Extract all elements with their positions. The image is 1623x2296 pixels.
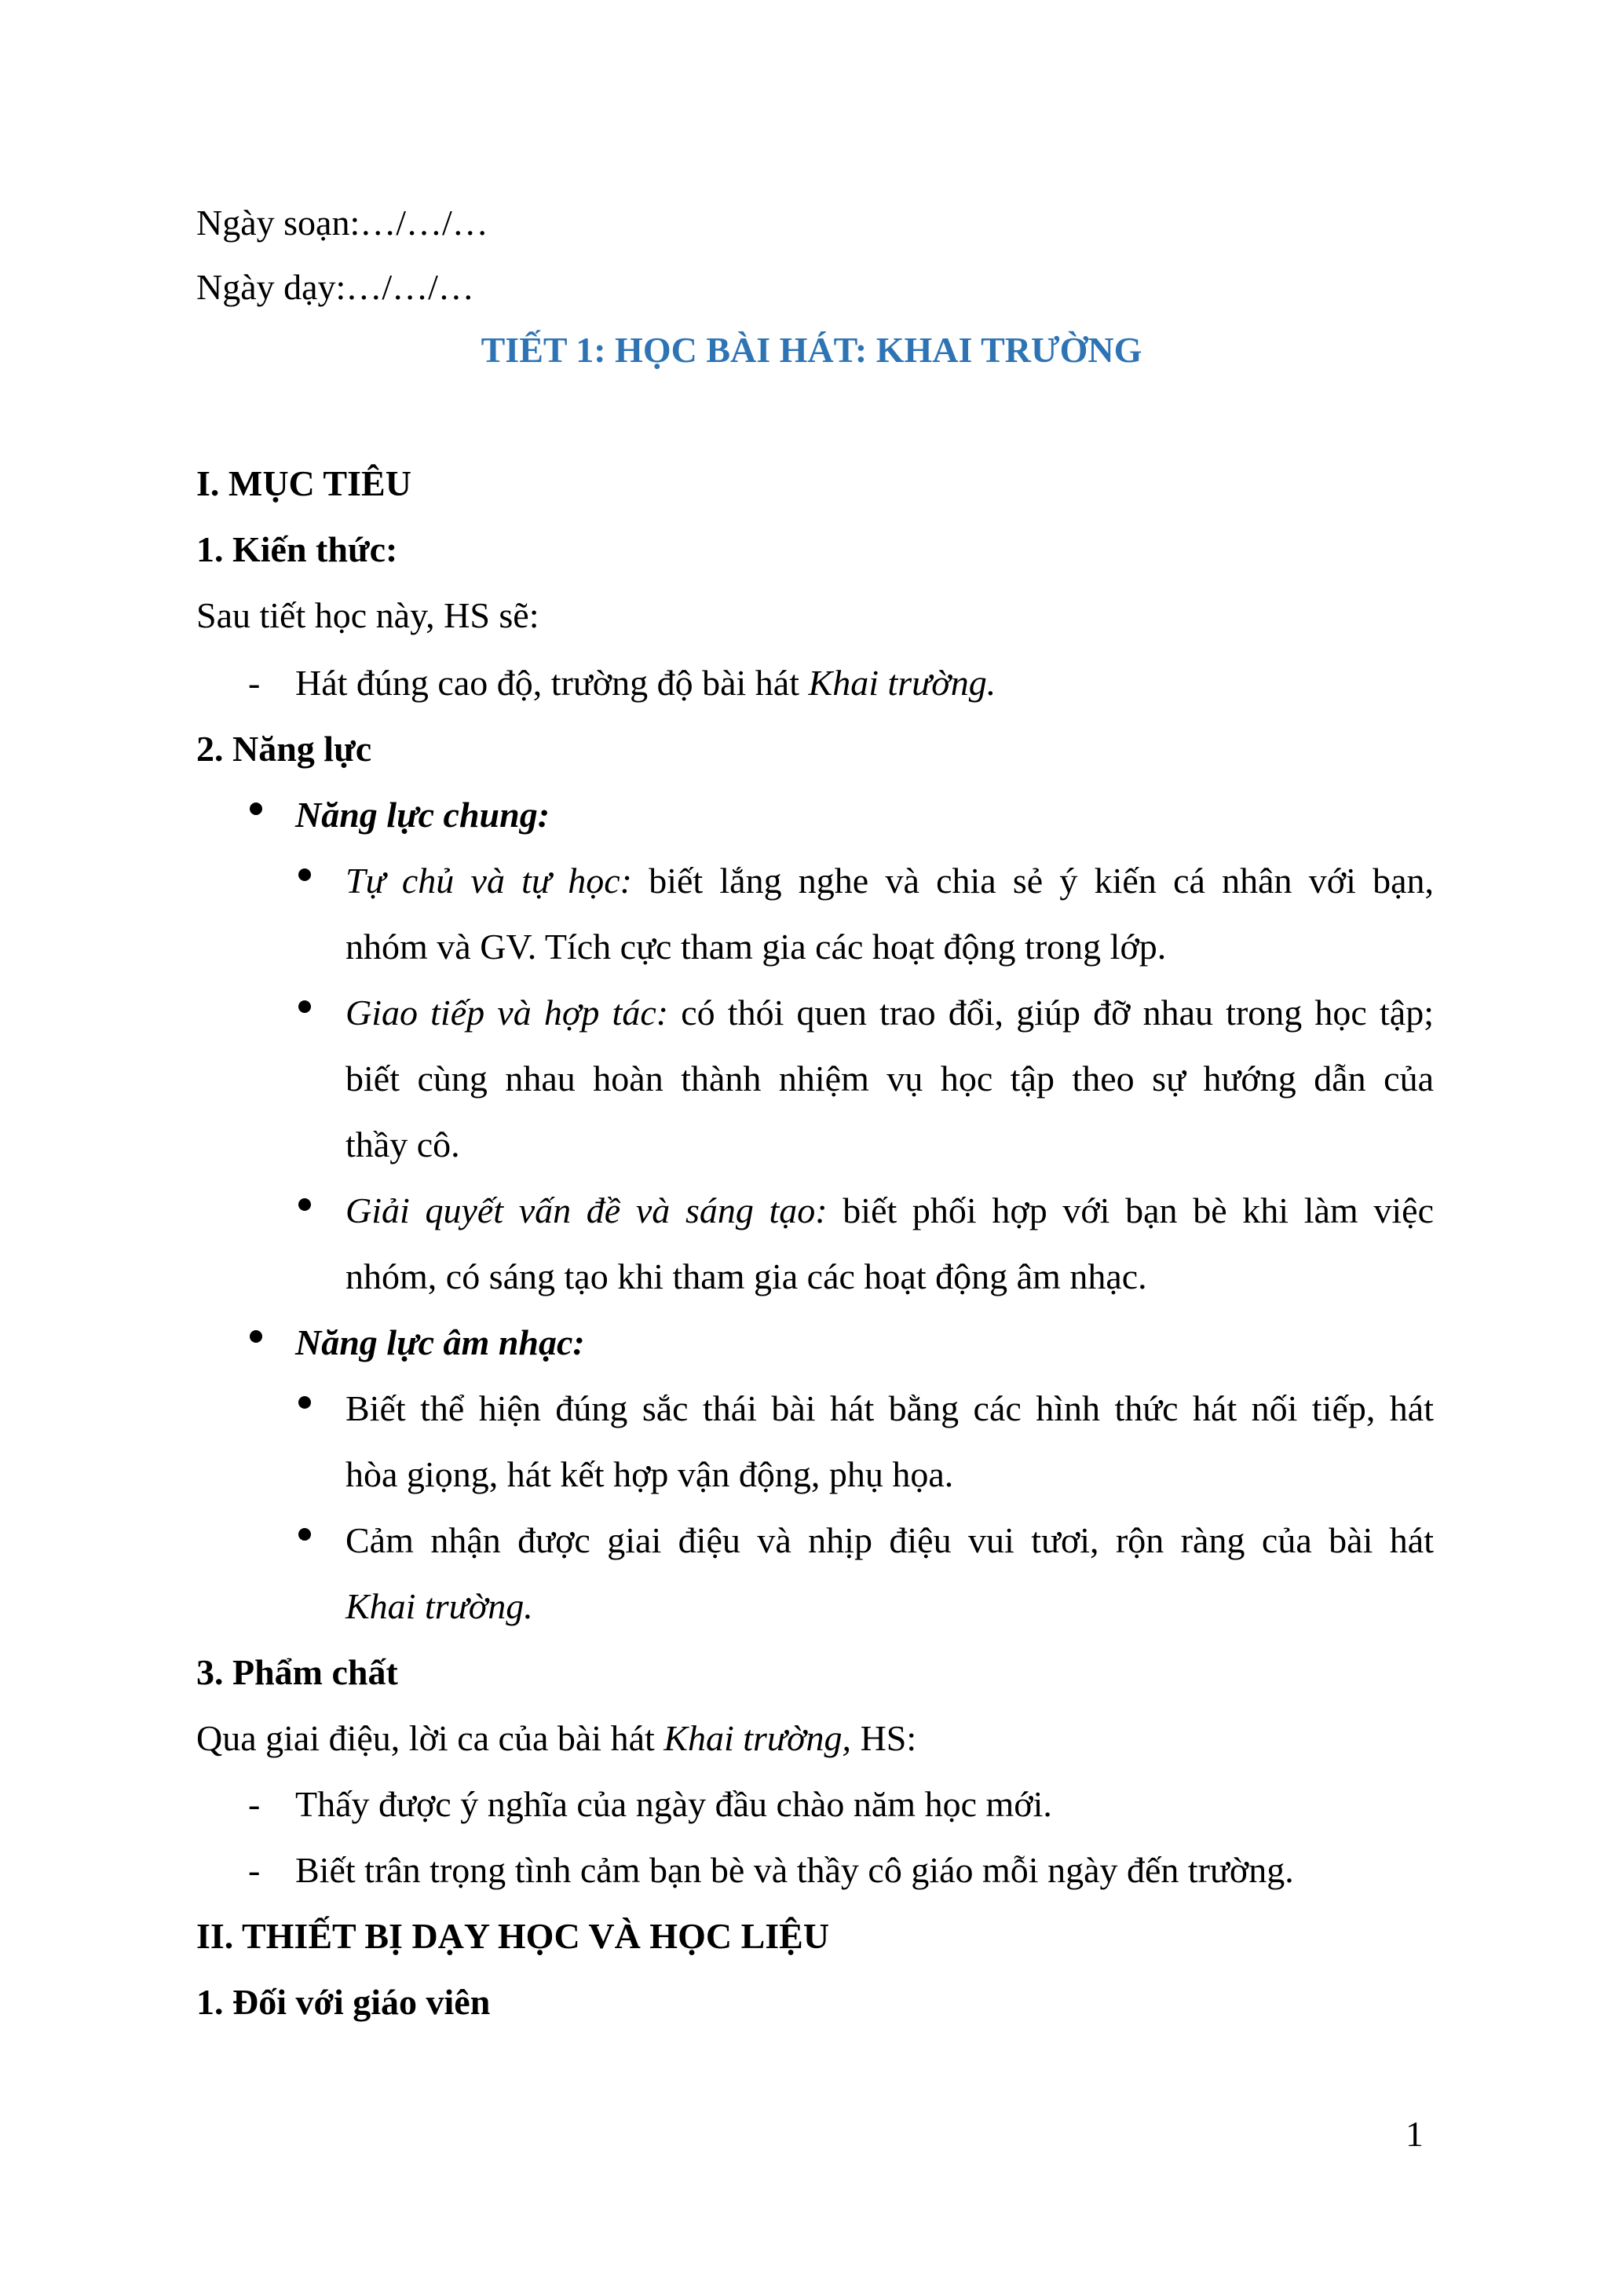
bullet-icon: [298, 1000, 311, 1013]
music-item-2-line1: Cảm nhận được giai điệu và nhịp điệu vui tươi, rộn ràng của bài hát: [345, 1520, 1434, 1560]
music-item-1-line2: hòa giọng, hát kết hợp vận động, phụ họa.: [345, 1454, 954, 1494]
dash-marker: -: [248, 1784, 261, 1824]
qualities-heading: 3. Phẩm chất: [196, 1652, 398, 1692]
bullet-icon: [298, 1198, 311, 1211]
qualities-item-1: Thấy được ý nghĩa của ngày đầu chào năm học mới.: [295, 1784, 1052, 1824]
knowledge-intro: Sau tiết học này, HS sẽ:: [196, 595, 539, 635]
bullet-icon: [298, 868, 311, 881]
knowledge-heading: 1. Kiến thức:: [196, 529, 398, 569]
general-item-2-line1: Giao tiếp và hợp tác: có thói quen trao đổi, giúp đỡ nhau trong học tập;: [345, 993, 1434, 1033]
music-item-2-line2: Khai trường.: [345, 1586, 533, 1626]
knowledge-item: Hát đúng cao độ, trường độ bài hát Khai trường.: [295, 663, 996, 703]
qualities-item-2: Biết trân trọng tình cảm bạn bè và thầy cô giáo mỗi ngày đến trường.: [295, 1850, 1294, 1890]
bullet-icon: [250, 1330, 262, 1343]
general-item-3-line1: Giải quyết vấn đề và sáng tạo: biết phối hợp với bạn bè khi làm việc: [345, 1190, 1434, 1230]
section-2-heading: II. THIẾT BỊ DẠY HỌC VÀ HỌC LIỆU: [196, 1916, 830, 1956]
general-item-1-line1: Tự chủ và tự học: biết lắng nghe và chia sẻ ý kiến cá nhân với bạn,: [345, 861, 1434, 901]
lesson-title: TIẾT 1: HỌC BÀI HÁT: KHAI TRƯỜNG: [481, 330, 1142, 370]
general-item-3-line2: nhóm, có sáng tạo khi tham gia các hoạt động âm nhạc.: [345, 1256, 1147, 1296]
bullet-icon: [250, 803, 262, 815]
teach-date: Ngày dạy:…/…/…: [196, 267, 474, 307]
general-item-2-line3: thầy cô.: [345, 1124, 460, 1164]
prep-date: Ngày soạn:…/…/…: [196, 203, 488, 243]
page-number: 1: [1406, 2114, 1424, 2154]
qualities-intro: Qua giai điệu, lời ca của bài hát Khai trường, HS:: [196, 1718, 917, 1758]
music-competence-heading: Năng lực âm nhạc:: [295, 1322, 585, 1362]
general-item-2-line2: biết cùng nhau hoàn thành nhiệm vụ học tập theo sự hướng dẫn của: [345, 1058, 1434, 1099]
bullet-icon: [298, 1396, 311, 1409]
competence-heading: 2. Năng lực: [196, 729, 372, 769]
teacher-subheading: 1. Đối với giáo viên: [196, 1982, 491, 2022]
dash-marker: -: [248, 663, 261, 703]
section-1-heading: I. MỤC TIÊU: [196, 463, 411, 503]
general-item-1-line2: nhóm và GV. Tích cực tham gia các hoạt động trong lớp.: [345, 927, 1167, 967]
general-competence-heading: Năng lực chung:: [295, 795, 550, 835]
dash-marker: -: [248, 1850, 261, 1890]
bullet-icon: [298, 1528, 311, 1541]
music-item-1-line1: Biết thể hiện đúng sắc thái bài hát bằng các hình thức hát nối tiếp, hát: [345, 1388, 1434, 1428]
